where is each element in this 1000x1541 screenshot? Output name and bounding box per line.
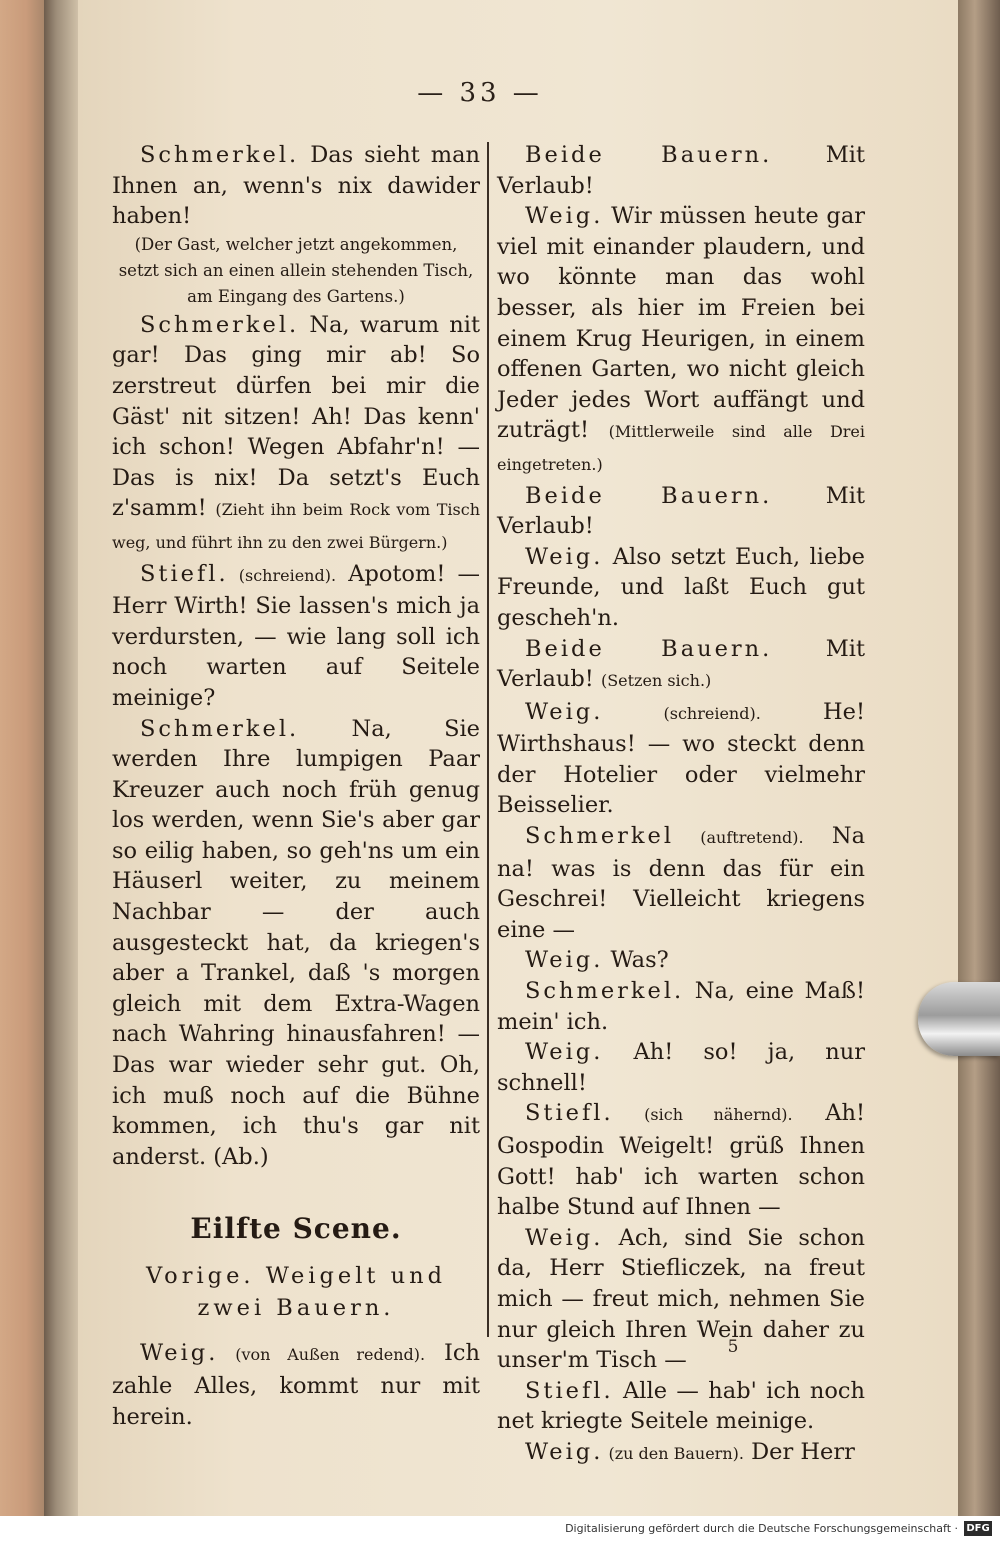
speaker-name: Beide Bauern. — [525, 482, 773, 509]
dialogue-paragraph — [497, 1437, 865, 1470]
dialogue-text: Na na! was is denn das für ein Geschrei! Vielleicht kriegens eine — — [497, 823, 865, 943]
dialogue-paragraph — [112, 1338, 480, 1432]
speaker-name: Schmerkel. — [140, 311, 300, 338]
dialogue-text: Also setzt Euch, liebe Freunde, und laßt Euch gut gescheh'n. — [497, 543, 865, 631]
right-page-edge — [958, 0, 1000, 1516]
stage-direction: (von Außen redend). — [218, 1345, 426, 1365]
footer-bar — [0, 1516, 1000, 1541]
stage-direction: (schreiend). — [228, 565, 337, 585]
scene-title: Eilfte Scene. — [190, 1212, 402, 1246]
stage-direction: (Zieht ihn beim Rock vom Tisch weg, und führt ihn zu den zwei Bürgern.) — [112, 500, 480, 552]
speaker-name: Weig. — [525, 543, 604, 570]
dialogue-paragraph — [497, 481, 865, 542]
dialogue-paragraph — [497, 1037, 865, 1098]
dialogue-text: Wir müssen heute gar viel mit einander plaudern, und wo könnte man das wohl besser, als hier im Freien bei einem Krug Heurigen, in einem offenen Garten, wo nicht gleich Jeder jedes Wort auffängt und zuträgt! — [497, 203, 865, 444]
speaker-name: Beide Bauern. — [525, 142, 773, 168]
speaker-name: Stiefl. — [525, 1100, 614, 1127]
dialogue-text: Der Herr — [743, 1438, 855, 1465]
dialogue-text: He! Wirthshaus! — wo steckt denn der Hotelier oder vielmehr Beisselier. — [497, 698, 865, 819]
left-column — [112, 140, 480, 1432]
speaker-name: Weig. — [525, 1438, 604, 1465]
dialogue-paragraph — [112, 559, 480, 714]
stage-direction: (sich nähernd). — [613, 1105, 793, 1125]
stage-direction: (Setzen sich.) — [600, 671, 712, 691]
dialogue-paragraph — [497, 821, 865, 945]
speaker-name: Schmerkel. — [525, 978, 685, 1005]
dialogue-paragraph — [112, 140, 480, 232]
dialogue-paragraph — [497, 1376, 865, 1437]
stage-direction: (schreiend). — [603, 703, 761, 723]
speaker-name: Schmerkel. — [140, 715, 300, 742]
speaker-name: Weig. — [525, 203, 604, 230]
stage-direction: (auftretend). — [674, 828, 804, 848]
dialogue-text: Na, warum nit gar! Das ging mir ab! So zerstreut dürfen bei mir die Gäst' nit sitzen! Ah! Das kenn' ich schon! Wegen Abfahr'n! — Das is nix! Da setzt's Euch z'samm! — [112, 311, 480, 522]
dialogue-paragraph — [497, 140, 865, 201]
dialogue-text: Ah! so! ja, nur schnell! — [497, 1039, 865, 1096]
dialogue-paragraph — [497, 542, 865, 634]
dialogue-text: Mit Verlaub! — [497, 482, 865, 540]
dialogue-text: Apotom! — Herr Wirth! Sie lassen's mich ja verdursten, — wie lang soll ich noch warten auf Seitele meinige? — [112, 560, 481, 711]
dialogue-text: Alle — hab' ich noch net kriegte Seitele meinige. — [497, 1377, 865, 1435]
speaker-name: Weig. — [525, 698, 604, 725]
scene-cast: Vorige. Weigelt und zwei Bauern. — [145, 1263, 446, 1322]
dialogue-text: Na, Sie werden Ihre lumpigen Paar Kreuzer auch noch früh genug los werden, wenn Sie's aber gar so eilig haben, so geh'ns um ein Häuserl weiter, zu meinem Nachbar — der auch ausgesteckt hat, da kriegen's aber a Trankel, daß 's morgen gleich mit dem Extra-Wagen nach Wahring hinausfahren! — Das war wieder sehr gut. Oh, ich muß noch auf die Bühne kommen, ich thu's gar nit anderst. (Ab.) — [112, 715, 480, 1170]
stage-direction: (Mittlerweile sind alle Drei eingetreten.) — [497, 422, 866, 474]
dialogue-text: Was? — [603, 947, 669, 974]
column-rule — [487, 142, 489, 1337]
dialogue-paragraph — [497, 697, 865, 821]
dfg-logo: DFG — [964, 1521, 992, 1536]
dialogue-text: Mit Verlaub! — [497, 142, 865, 199]
speaker-name: Weig. — [525, 1224, 604, 1251]
dialogue-paragraph — [497, 201, 865, 480]
right-column — [497, 140, 865, 1470]
dialogue-paragraph — [112, 310, 480, 559]
dialogue-text: Ah! Gospodin Weigelt! grüß Ihnen Gott! hab' ich warten schon halbe Stund auf Ihnen — — [497, 1100, 865, 1221]
dialogue-paragraph — [497, 634, 865, 697]
dialogue-text: Ich zahle Alles, kommt nur mit herein. — [112, 1340, 480, 1430]
stage-direction: (Der Gast, welcher jetzt angekommen, setzt sich an einen allein stehenden Tisch, am Eingang des Gartens.) — [118, 234, 474, 306]
dialogue-paragraph — [497, 1223, 865, 1376]
funding-note: Digitalisierung gefördert durch die Deutsche Forschungsgemeinschaft · — [565, 1522, 958, 1535]
speaker-name: Weig. — [525, 1039, 604, 1066]
dialogue-paragraph — [497, 1098, 865, 1222]
page-header: — 33 — — [417, 78, 543, 108]
stage-direction: (zu den Bauern). — [603, 1443, 744, 1463]
dialogue-text: Das sieht man Ihnen an, wenn's nix dawider haben! — [112, 142, 480, 230]
left-page-edge — [0, 0, 44, 1516]
speaker-name: Stiefl. — [140, 560, 229, 587]
speaker-name: Schmerkel — [525, 823, 675, 850]
dialogue-paragraph — [497, 945, 865, 976]
dialogue-paragraph — [497, 976, 865, 1037]
speaker-name: Beide Bauern. — [525, 635, 773, 662]
dialogue-paragraph — [112, 714, 480, 1173]
dialogue-text: Mit Verlaub! — [497, 635, 865, 693]
signature-mark: 5 — [727, 1337, 739, 1357]
page-clip-icon — [918, 982, 1000, 1056]
speaker-name: Weig. — [525, 947, 604, 974]
dialogue-text: Ach, sind Sie schon da, Herr Stiefliczek, na freut mich — freut mich, nehmen Sie nur gleich Ihren Wein daher zu unser'm Tisch — — [497, 1224, 865, 1374]
book-gutter — [44, 0, 78, 1516]
speaker-name: Weig. — [140, 1340, 219, 1367]
speaker-name: Stiefl. — [525, 1377, 614, 1404]
dialogue-text: Na, eine Maß! mein' ich. — [497, 978, 865, 1035]
speaker-name: Schmerkel. — [140, 142, 300, 168]
